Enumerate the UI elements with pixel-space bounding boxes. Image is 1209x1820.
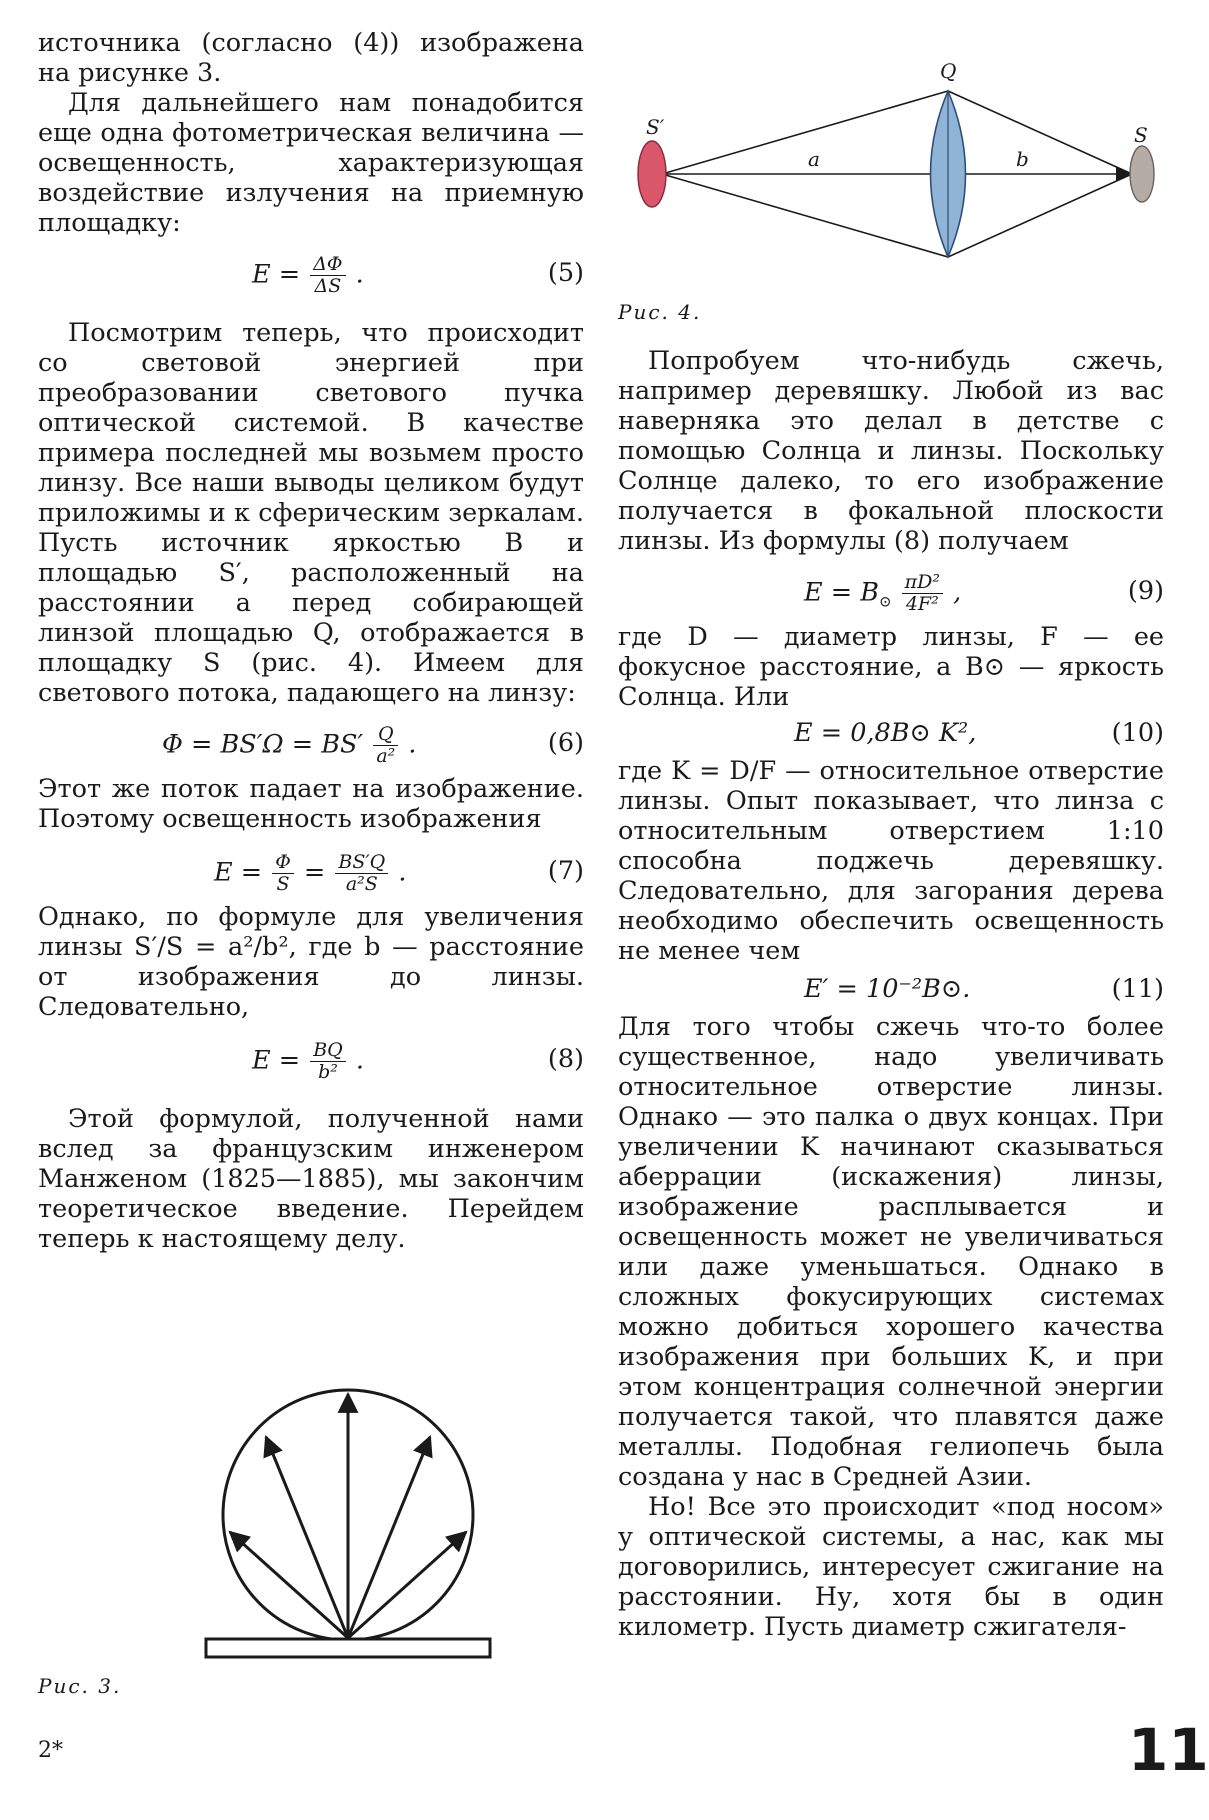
paragraph: Этой формулой, полученной нами вслед за французским инженером Манженом (1825—1885), мы закончим теоретическое введение. Перейдем теперь к настоящему делу. xyxy=(38,1104,584,1254)
equation-10: E = 0,8B⊙ K², (10) xyxy=(794,718,1164,748)
ray-upper-right xyxy=(948,91,1132,174)
label-distance-b: b xyxy=(1016,147,1029,171)
equation-number: (10) xyxy=(1111,718,1164,748)
label-source: S′ xyxy=(646,115,665,139)
paragraph: Однако, по формуле для увеличения линзы S′/S = a²/b², где b — расстояние от изображения до линзы. Следовательно, xyxy=(38,902,584,1022)
equation-7: E = $\frac{\Phi}{S}$ = $\frac{BS'Q}{\text{a²S}}$ . (7) xyxy=(214,851,584,895)
paragraph: источника (согласно (4)) изображена на рисунке 3. xyxy=(38,28,584,88)
paragraph: Для того чтобы сжечь что-то более существенное, надо увеличивать относительное отверстие линзы. Однако — это палка о двух концах. При увеличении K начинают сказываться аберрации (искажения) линзы, изображение расплывается и освещенность может не увеличиваться или даже уменьшаться. Однако в сложных фокусирующих системах можно добиться хорошего качества изображения при больших K, и при этом концентрация солнечной энергии получается такой, что плавятся даже металлы. Подобная гелиопечь была создана у нас в Средней Азии. xyxy=(618,1012,1164,1492)
paragraph: где K = D/F — относительное отверстие линзы. Опыт показывает, что линза с относительным отверстием 1:10 способна поджечь деревяшку. Следовательно, для загорания дерева необходимо обеспечить освещенность не менее чем xyxy=(618,756,1164,966)
right-column xyxy=(618,346,1164,1642)
equation-number: (8) xyxy=(547,1044,584,1074)
figure-4-lens-diagram xyxy=(618,56,1178,266)
image-disk xyxy=(1130,146,1154,202)
receiving-plate xyxy=(206,1639,490,1657)
equation-8: E = $\frac{BQ}{\text{b²}}$ . (8) xyxy=(252,1039,584,1083)
equation-number: (7) xyxy=(547,856,584,886)
label-lens: Q xyxy=(940,59,957,83)
paragraph: Но! Все это происходит «под носом» у оптической системы, а нас, как мы договорились, интересует сжигание на расстоянии. Ну, хотя бы в один километр. Пусть диаметр сжигателя- xyxy=(618,1492,1164,1642)
label-image: S xyxy=(1134,123,1148,147)
equation-5: E = $\frac{\Delta\Phi}{\Delta S}$ . (5) xyxy=(252,253,584,297)
figure-3-caption: Рис. 3. xyxy=(38,1674,122,1698)
figure-3-indicatrix-diagram xyxy=(190,1380,510,1680)
paragraph: Посмотрим теперь, что происходит со световой энергией при преобразовании светового пучка оптической системой. В качестве примера последней мы возьмем просто линзу. Все наши выводы целиком будут приложимы и к сферическим зеркалам. Пусть источник яркостью B и площадью S′, расположенный на расстоянии a перед собирающей линзой площадью Q, отображается в площадку S (рис. 4). Имеем для светового потока, падающего на линзу: xyxy=(38,318,584,708)
paragraph: Для дальнейшего нам понадобится еще одна фотометрическая величина — освещенность, характеризующая воздействие излучения на приемную площадку: xyxy=(38,88,584,238)
signature-mark: 2* xyxy=(38,1738,63,1763)
equation-9: $E = B_⊙$ $\frac{\text{πD²}}{\text{4F²}}$ , (9) xyxy=(804,571,1164,615)
ray-arrow xyxy=(348,1437,430,1638)
label-distance-a: a xyxy=(808,147,820,171)
ray-lower-left xyxy=(662,174,948,257)
figure-4-caption: Рис. 4. xyxy=(618,300,702,324)
equation-6: Φ = BS′Ω = BS′ $\frac{Q}{\text{a²}}$ . (6) xyxy=(162,723,584,767)
equation-number: (5) xyxy=(547,258,584,288)
paragraph: Попробуем что-нибудь сжечь, например деревяшку. Любой из вас наверняка это делал в детстве с помощью Солнца и линзы. Поскольку Солнце далеко, то его изображение получается в фокальной плоскости линзы. Из формулы (8) получаем xyxy=(618,346,1164,556)
paragraph: где D — диаметр линзы, F — ее фокусное расстояние, а B⊙ — яркость Солнца. Или xyxy=(618,622,1164,712)
paragraph: Этот же поток падает на изображение. Поэтому освещенность изображения xyxy=(38,774,584,834)
ray-upper-left xyxy=(662,91,948,174)
ray-arrow xyxy=(348,1532,466,1638)
ray-arrow xyxy=(230,1532,348,1638)
ray-lower-right xyxy=(948,174,1132,257)
equation-number: (9) xyxy=(1127,576,1164,606)
source-disk xyxy=(638,141,666,207)
equation-11: E′ = 10⁻²B⊙. (11) xyxy=(804,974,1164,1004)
ray-arrow xyxy=(266,1437,348,1638)
equation-number: (6) xyxy=(547,728,584,758)
equation-number: (11) xyxy=(1111,974,1164,1004)
left-column xyxy=(38,28,584,1254)
page-number: 11 xyxy=(1128,1716,1209,1784)
